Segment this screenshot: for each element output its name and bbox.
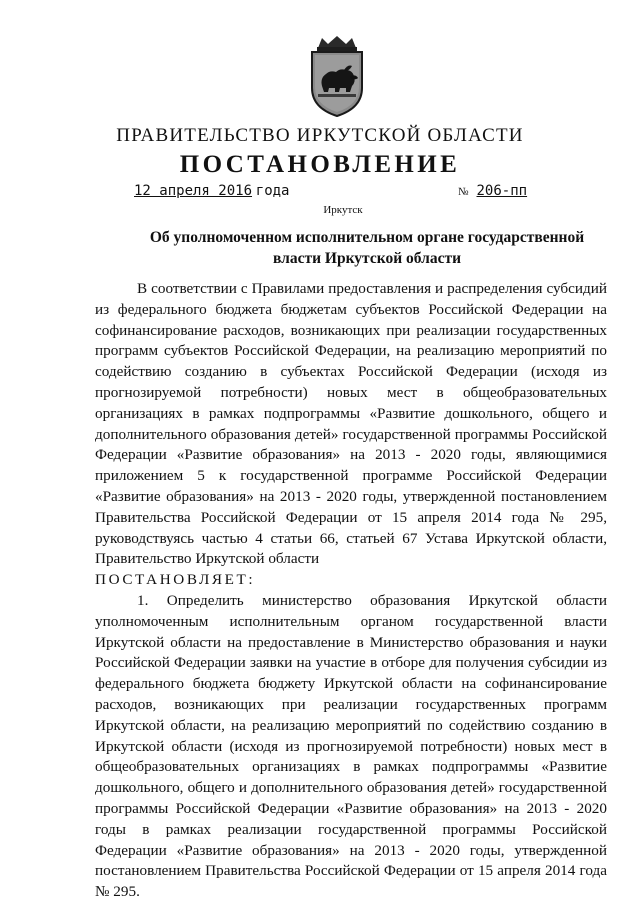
number-value: 206-пп: [476, 183, 528, 199]
coat-of-arms-icon: [304, 34, 370, 118]
city-label: Иркутск: [323, 204, 363, 216]
item-1-paragraph: 1. Определить министерство образования Иркутской области уполномоченным исполнительным органом государственной власти Иркутской области на предоставление в Министерство образования и науки Российской Федерации заявки на участие в отборе для получения субсидии из федерального бюджета бюджету Иркутской области на софинансирование расходов, возникающих при реализации государственных программ Иркутской области, на реализацию мероприятий по содействию созданию в Иркутской области (исходя из прогнозируемой потребности) новых мест в общеобразовательных организациях в рамках подпрограммы «Развитие дошкольного, общего и дополнительного образования детей» государственной программы Российской Федерации «Развитие образования» на 2013 - 2020 годы в рамках реализации государственной программы Российской Федерации «Развитие образования» на 2013 - 2020 годы, утвержденной постановлением Правительства Российской Федерации от 15 апреля 2014 года № 295.: [95, 591, 607, 901]
document-body: [95, 279, 607, 903]
resolve-heading: ПОСТАНОВЛЯЕТ:: [95, 571, 256, 589]
government-title: ПРАВИТЕЛЬСТВО ИРКУТСКОЙ ОБЛАСТИ: [116, 125, 524, 146]
document-number: [458, 181, 535, 202]
preamble-paragraph: В соответствии с Правилами предоставления и распределения субсидий из федерального бюджета бюджетам субъектов Российской Федерации на софинансирование расходов, возникающих при реализации государственных программ субъектов Российской Федерации, на реализацию мероприятий по содействию созданию в субъектах Российской Федерации (исходя из прогнозируемой потребности) новых мест в общеобразовательных организациях в рамках подпрограммы «Развитие дошкольного, общего и дополнительного образования детей» государственной программы Российской Федерации «Развитие образования» на 2013 - 2020 годы, являющимися приложением 5 к государственной программе Российской Федерации «Развитие образования» на 2013 - 2020 годы, утвержденной постановлением Правительства Российской Федерации от 15 апреля 2014 года № 295, руководствуясь частью 4 статьи 66, статьей 67 Устава Иркутской области, Правительство Иркутской области: [95, 280, 607, 568]
document-date: [134, 181, 289, 201]
date-suffix: года: [255, 183, 290, 199]
document-type-title: ПОСТАНОВЛЕНИЕ: [179, 151, 461, 178]
document-subject: Об уполномоченном исполнительном органе государственной власти Иркутской области: [149, 229, 585, 267]
number-sign: №: [458, 186, 469, 198]
date-value: 12 апреля 2016: [134, 183, 253, 199]
